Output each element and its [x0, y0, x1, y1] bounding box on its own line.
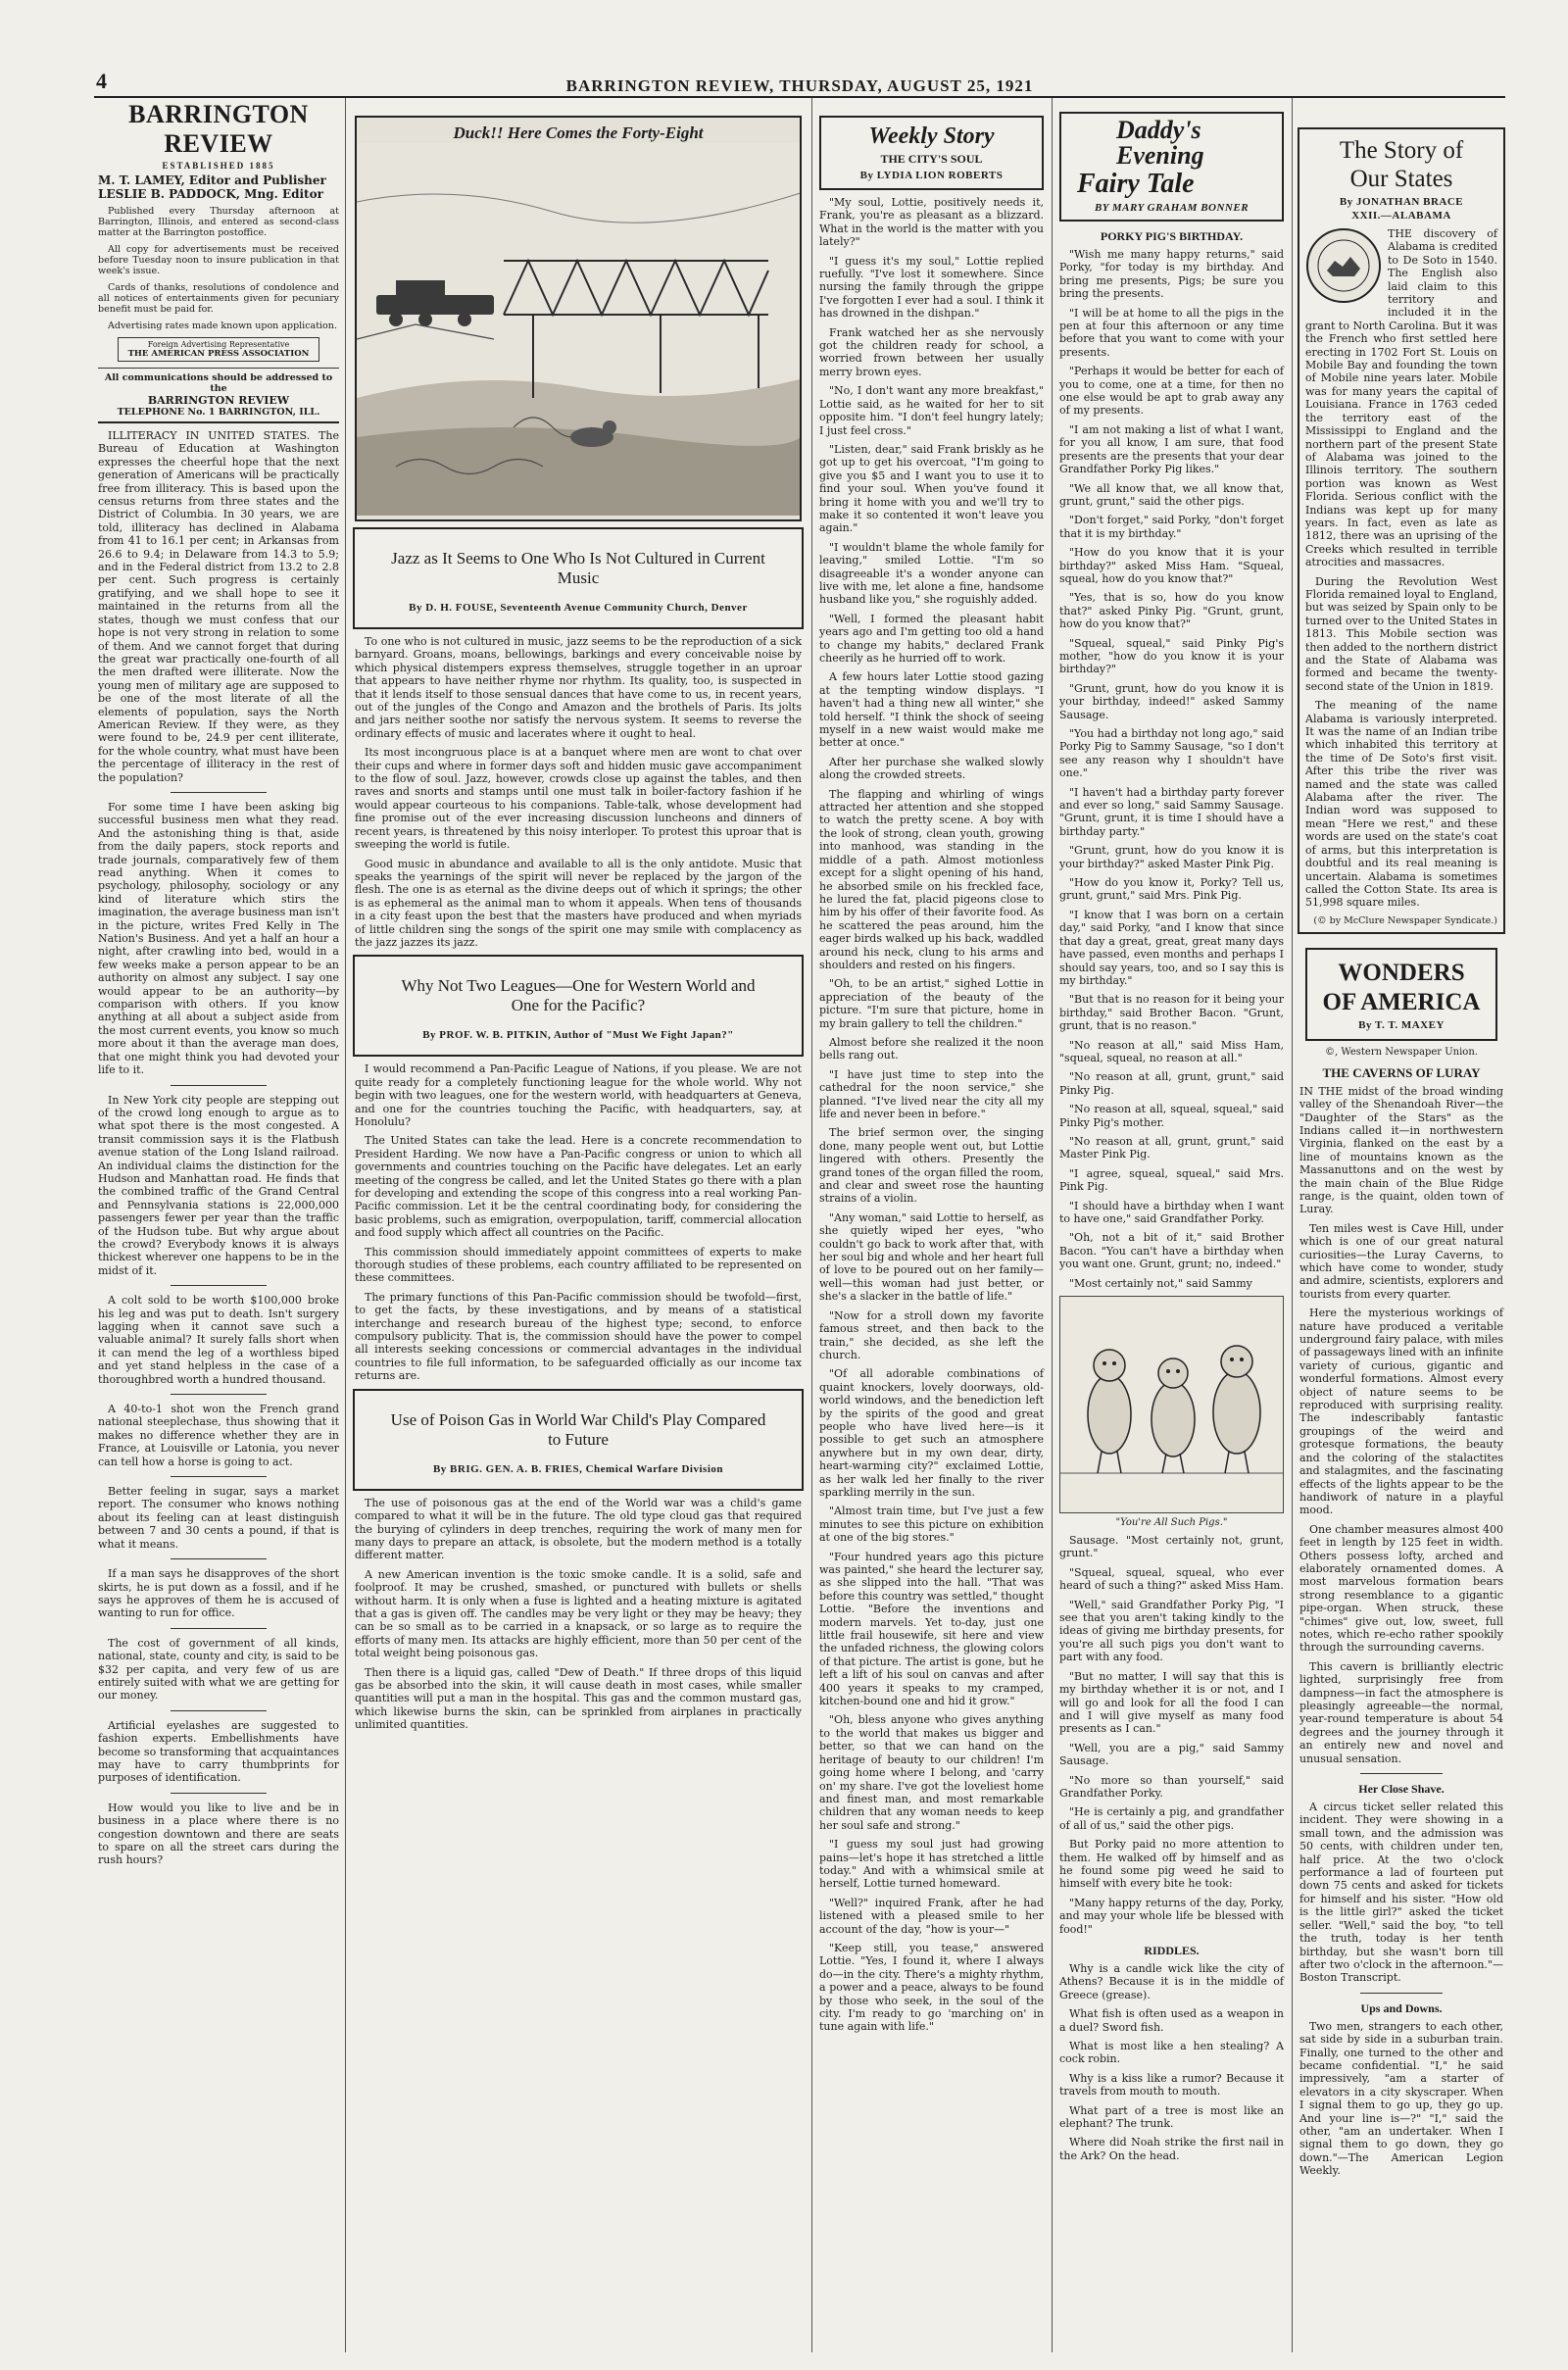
fairy-tale-paragraph: "But that is no reason for it being your birthday," said Brother Bacon. "Grunt, grunt, that is no reason." [1059, 993, 1284, 1033]
wonders-paragraph: IN THE midst of the broad winding valley of the Shenandoah River—the "Daughter of the Stars" as the Indians called it—in northwestern Virginia, flanked on the east by a line of mountains known as the Massanuttons and on the west by the main chain of the Blue Ridge range, is the quaint, olden town of Luray. [1299, 1084, 1503, 1216]
story-paragraph: "Keep still, you tease," answered Lottie. "Yes, I found it, where I always do—in the city. There's a mighty rhythm, a power and a peace, always to be found by those who seek, in the soul of the city. I'm ready to go 'marching on' in tune again with life." [819, 1941, 1044, 2034]
editorial-item: For some time I have been asking big successful business men what they read. And the astonishing thing is that, aside from the daily papers, stock reports and trade journals, comparatively few of them read anything. When it comes to psychology, philosophy, sociology or any kind of literature which stirs the imagination, the average business man isn't in the picture, writes Fred Kelly in The Nation's Business. And yet a half an hour a night, after crawling into bed, would in a few weeks make a person appear to be an authority on almost any subject. I say one would appear to be an authority—by comparison with others. If you know anything at all about a subject aside from the most current events, you know so much more about it than the average man does, that one might think you had devoted your life to it. [98, 800, 339, 1077]
story-paragraph: "Of all adorable combinations of quaint knockers, lovely doorways, old-world windows, and the benediction left by the spirits of the good and great people who have lived here—is it possible to get such an atmosphere anywhere but in my own dear, dirty, heart-warming city?" exclaimed Lottie, as her walk led her finally to the river sparkling merrily in the sun. [819, 1367, 1044, 1499]
moon-icon [1067, 122, 1112, 180]
story-paragraph: "I have just time to step into the cathedral for the noon service," she planned. "I've lived near the city all my life and never been in before." [819, 1067, 1044, 1120]
editorial-item: In New York city people are stepping out of the crowd long enough to argue as to what spot there is the most congested. A transit commission says it is the Flatbush avenue station of the Long Island railroad. An individual claims the distinction for the Hudson and Manhattan road. He finds that the combined traffic of the Grand Central and Pennsylvania stations is 22,000,000 passengers fewer per year than the traffic of the Hudson tube. But why argue about the crowd? Everybody knows it is always thickest wherever one happens to be in the midst of it. [98, 1093, 339, 1277]
running-head: BARRINGTON REVIEW, THURSDAY, AUGUST 25, 1921 [94, 76, 1505, 98]
wonders-title: WONDERS [1338, 959, 1465, 986]
fairy-tale-paragraph: "Well," said Grandfather Porky Pig, "I see that you aren't taking kindly to the ideas of giving me birthday presents, for you're all such pigs you don't want to part with any food. [1059, 1598, 1284, 1664]
divider [171, 1558, 267, 1559]
story-paragraph: The flapping and whirling of wings attracted her attention and she stopped to watch the pretty scene. A boy with the look of strong, clean youth, growing into manhood, was standing in the middle of a path. Almost motionless except for a slight opening of his hand, he absorbed smile on his freckled face, he lured the fat, placid pigeons close to him by his offer of their favorite food. As he scattered the peas around, him the eager birds walked up his back, waddled around his neck, clung to his arms and shoulders and rested on his fingers. [819, 787, 1044, 971]
wonders-byline: By T. T. MAXEY [1358, 1018, 1445, 1031]
article-paragraph: This commission should immediately appoint committees of experts to make thorough studies of these problems, each country affiliated to be represented on these committees. [355, 1245, 802, 1285]
weekly-story-subtitle: THE CITY'S SOUL [880, 152, 983, 166]
wonders-copyright: ©, Western Newspaper Union. [1325, 1046, 1478, 1058]
story-paragraph: "I guess my soul just had growing pains—let's hope it has stretched a little today." And with a whimsical smile at herself, Lottie turned homeward. [819, 1838, 1044, 1891]
editorial-item: How would you like to live and be in business in a place where there is no congestion downtown and there are seats to spare on all the street cars during the rush hours? [98, 1801, 339, 1867]
masthead-notice: All copy for advertisements must be received before Tuesday noon to insure publication in that week's issue. [98, 244, 339, 276]
riddle: Why is a candle wick like the city of Athens? Because it is in the middle of Greece (grease). [1059, 1962, 1284, 2001]
fairy-tale-paragraph: "Squeal, squeal, squeal, who ever heard of such a thing?" asked Miss Ham. [1059, 1565, 1284, 1593]
wonders-of-america [1305, 948, 1497, 1041]
fairy-tale-header [1059, 112, 1284, 222]
masthead-editor: M. T. LAMEY, Editor and Publisher [98, 173, 326, 187]
masthead-notice: Published every Thursday afternoon at Barrington, Illinois, and entered as second-class matter at the Barrington postoffice. [98, 206, 339, 238]
story-paragraph: "Well?" inquired Frank, after he had listened with a pleased smile to her account of the day, "how is your—" [819, 1896, 1044, 1936]
fairy-tale-paragraph: "Perhaps it would be better for each of you to come, one at a time, for then no one else would be apt to grab away any of my presents. [1059, 365, 1284, 418]
column-rule [811, 98, 812, 2352]
story-paragraph: "Now for a stroll down my favorite famous street, and then back to the train," she decided, as she left the church. [819, 1308, 1044, 1361]
fairy-tale-paragraph: "I am not making a list of what I want, for you all know, I am sure, that food presents are the presents that your dear Grandfather Porky Pig likes." [1059, 422, 1284, 476]
story-paragraph: Frank watched her as she nervously got the children ready for school, a worried frown between her usually merry brown eyes. [819, 325, 1044, 378]
masthead [98, 100, 339, 423]
masthead-notice: Cards of thanks, resolutions of condolence and all notices of entertainments given for pecuniary benefit must be paid for. [98, 282, 339, 315]
editorial-item: If a man says he disapproves of the short skirts, he is put down as a fossil, and if he says he approves of them he is accused of wanting to run for office. [98, 1567, 339, 1620]
fairy-tale-paragraph: "Yes, that is so, how do you know that?" asked Pinky Pig. "Grunt, grunt, how do you know that?" [1059, 591, 1284, 631]
column-rule [1292, 98, 1293, 2352]
story-paragraph: "I guess it's my soul," Lottie replied ruefully. "I've lost it somewhere. Since nursing the family through the grippe I've forgotten I ever had a soul. I think it has drowned in the dishpan." [819, 254, 1044, 321]
fairy-tale-paragraph: "No reason at all, grunt, grunt," said Master Pink Pig. [1059, 1134, 1284, 1161]
fairy-tale-paragraph: "No reason at all, grunt, grunt," said Pinky Pig. [1059, 1070, 1284, 1097]
article-byline: By BRIG. GEN. A. B. FRIES, Chemical Warfare Division [432, 1462, 724, 1475]
fairy-tale-paragraph: "I will be at home to all the pigs in the pen at four this afternoon or any time before that you want to come with your presents. [1059, 306, 1284, 359]
story-of-states [1298, 127, 1505, 934]
fairy-tale-paragraph: "You had a birthday not long ago," said Porky Pig to Sammy Sausage, "so I don't see any reason why I shouldn't have one." [1059, 727, 1284, 780]
telephone-line: TELEPHONE No. 1 BARRINGTON, ILL. [117, 407, 320, 418]
story-paragraph: "Oh, to be an artist," sighed Lottie in appreciation of the beauty of the picture. "I'm sure that picture, home in my brain gallery to tell the children." [819, 977, 1044, 1030]
short-heading: Ups and Downs. [1360, 2000, 1443, 2015]
article-paragraph: To one who is not cultured in music, jazz seems to be the reproduction of a sick barnyard. Groans, moans, bellowings, barkings and every conceivable noise by which physical distempers express themselves, struggle together in an uproar that appears to have neither rhyme nor rhythm. Its quality, too, is suspected in that it lends itself to those sensual dances that have come to us, in recent years, out of the jungles of the Congo and Amazon and the brothels of Paris. Its jolts and jars neither soothe nor satisfy the nervous system. It seems to reverse the ordinary effects of music and lacerates where it ought to heal. [355, 635, 802, 740]
divider [171, 1793, 267, 1794]
states-column [1296, 98, 1507, 2352]
states-paragraph: THE discovery of Alabama is credited to De Soto in 1540. The English also laid claim to this territory and included it in the grant to North Carolina. But it was the French who first settled here erecting in 1702 Fort St. Louis on Mobile Bay and founding the town of Mobile nine years later. Mobile was for many years the capital of Louisiana. France in 1763 ceded the territory east of the Mississippi to England and the northern part of the present State of Alabama was joined to the Illinois territory. The southern portion was known as West Florida. Serious conflict with the Indians was kept up for many years. In fact, even as late as 1812, there was an uprising of the Creeks which resulted in terrible atrocities and massacres. [1305, 227, 1497, 569]
cartoon [355, 116, 802, 521]
fairy-tale-title: Evening [1116, 141, 1204, 170]
weekly-story-byline: By LYDIA LION ROBERTS [859, 170, 1004, 181]
story-paragraph: "My soul, Lottie, positively needs it, Frank, you're as pleasant as a blizzard. What in the world is the matter with you lately?" [819, 196, 1044, 249]
fairy-tale-paragraph: "I agree, squeal, squeal," said Mrs. Pink Pig. [1059, 1166, 1284, 1194]
states-paragraph: The meaning of the name Alabama is variously interpreted. It was the name of an Indian tribe which inhabited this territory at the time of De Soto's first visit. After this tribe the river was named and the state was called Alabama after the river. The Indian word was supposed to mean "Here we rest," and these words are used on the state's coat of arms, but this interpretation is doubtful and its real meaning is uncertain. Alabama is sometimes called the Cotton State. Its area is 51,998 square miles. [1305, 699, 1497, 910]
pacific-article [353, 955, 804, 1057]
states-credit: (© by McClure Newspaper Syndicate.) [1313, 914, 1497, 926]
states-paragraph: During the Revolution West Florida remained loyal to England, but was seized by Spain only to be turned over to the United States in 1813. This Mobile section was then added to the northern district and the State of Alabama was formed and became the twenty-second state of the Union in 1819. [1305, 574, 1497, 693]
pigs-drawing [1060, 1297, 1283, 1512]
fairy-tale-paragraph: "He is certainly a pig, and grandfather of all of us," said the other pigs. [1059, 1805, 1284, 1832]
story-paragraph: "Oh, bless anyone who gives anything to the world that makes us bigger and better, so that we can hand on the heritage of beauty to our children! I'm going home where I belong, and 'carry on' my share. I've got the loveliest home and finest man, and most remarkable children that any woman needs to keep her soul safe and strong." [819, 1713, 1044, 1832]
article-headline: Why Not Two Leagues—One for Western World and One for the Pacific? [401, 976, 756, 1015]
fairy-tale-paragraph: "Oh, not a bit of it," said Brother Bacon. "You can't have a birthday when you want one. Grunt, grunt; no, indeed." [1059, 1231, 1284, 1271]
divider [171, 1628, 267, 1629]
fairy-tale-paragraph: "I should have a birthday when I want to have one," said Grandfather Porky. [1059, 1199, 1284, 1225]
wonders-heading: THE CAVERNS OF LURAY [1322, 1064, 1481, 1080]
story-paragraph: A few hours later Lottie stood gazing at the tempting window displays. "I haven't had a thing new all winter," she told herself. "I think the shock of seeing myself in a new waist would make me better at once." [819, 670, 1044, 750]
editorial-item: ILLITERACY IN UNITED STATES. The Bureau of Education at Washington expresses the cheerful hope that the next generation of Americans will be practically free from illiteracy. This is based upon the census returns from three states and the District of Columbia. In 30 years, we are told, illiteracy has declined in Alabama from 41 to 16.1 per cent; in Arkansas from 26.6 to 9.4; in Delaware from 14.3 to 5.9; and in the Federal district from 13.2 to 2.8 per cent. Such progress is certainly gratifying, and we shall hope to see it maintained in the returns from all the states, though we must confess that our hope is not very strong in relation to some of them. And we cannot forget that during the great war practically one-fourth of all the men drafted were illiterate. Now the young men of military age are supposed to be one of the most literate of all the elements of population, says the North American Review. If they were, as they were found to be, 24.9 per cent illiterate, for the whole country, what must have been the percentage of illiteracy in the rest of the population? [98, 429, 339, 784]
column-rule [345, 98, 346, 2352]
article-paragraph: The United States can take the lead. Here is a concrete recommendation to President Harding. We now have a Pan-Pacific congress or union to which all governments and countries touching on the Pacific have delegates. Let an early meeting of the congress be called, and let the United States go there with a plan for developing and extending the scope of this congress into a real working Pan-Pacific commission. Let it be the central coordinating body, for considering the basic problems, such as emigration, overpopulation, tariff, commercial allocation and food supply which affect all countries on the Pacific. [355, 1134, 802, 1240]
article-paragraph: The primary functions of this Pan-Pacific commission should be twofold—first, to get the facts, by these investigations, and by means of a statistical interchange and research bureau of the highest type; second, to enforce compulsory publicity. That is, the commission should have the power to compel all interests seeking concessions or commercial advantages in the individual countries to file full information, to be safeguarded officially as our income tax returns are. [355, 1290, 802, 1383]
jazz-article [353, 527, 804, 629]
article-headline: Use of Poison Gas in World War Child's Play Compared to Future [390, 1409, 766, 1449]
story-paragraph: "I wouldn't blame the whole family for leaving," smiled Lottie. "I'm so disagreeable it's a wonder anyone can live with me, let alone a fine, handsome husband like you," she roguishly added. [819, 540, 1044, 607]
fairy-tale-paragraph: "Most certainly not," said Sammy [1069, 1276, 1252, 1290]
fairy-tale-paragraph: "Grunt, grunt, how do you know it is your birthday?" asked Master Pink Pig. [1059, 844, 1284, 870]
story-paragraph: After her purchase she walked slowly along the crowded streets. [819, 755, 1044, 782]
story-paragraph: "Well, I formed the pleasant habit years ago and I'm getting too old a hand to change my habits," declared Frank cheerily as he hurried off to work. [819, 612, 1044, 665]
story-paragraph: "Almost train time, but I've just a few minutes to see this picture on exhibition at one of the big stores." [819, 1505, 1044, 1545]
editorial-item: Artificial eyelashes are suggested to fashion experts. Embellishments have become so transforming that acquaintances may have to carry thumbprints for purposes of identification. [98, 1718, 339, 1785]
fairy-tale-paragraph: "We all know that, we all know that, grunt, grunt," said the other pigs. [1059, 481, 1284, 508]
rep-line: THE AMERICAN PRESS ASSOCIATION [127, 349, 310, 359]
fairy-tale-byline: BY MARY GRAHAM BONNER [1094, 202, 1250, 214]
illustration-caption: "You're All Such Pigs." [1115, 1517, 1228, 1529]
riddle: What is most like a hen stealing? A cock robin. [1059, 2040, 1284, 2066]
pigs-illustration [1059, 1296, 1284, 1513]
masthead-notice: Advertising rates made known upon application. [108, 321, 337, 331]
weekly-story-title: Weekly Story [868, 123, 995, 149]
editorial-column [98, 98, 339, 2352]
alabama-seal [1305, 227, 1382, 304]
fairy-tale-paragraph: "No reason at all, squeal, squeal," said Pinky Pig's mother. [1059, 1103, 1284, 1129]
masthead-title: BARRINGTON REVIEW [128, 100, 309, 158]
fairy-tale-title: Fairy Tale [1077, 169, 1195, 199]
divider [171, 1710, 267, 1711]
cartoon-drawing [357, 143, 802, 516]
divider [1360, 1993, 1442, 1994]
fairy-tale-paragraph: "I haven't had a birthday party forever and ever so long," said Sammy Sausage. "Grunt, grunt, it is time I should have a birthday party." [1059, 785, 1284, 838]
fairy-tale-paragraph: "Squeal, squeal," said Pinky Pig's mother, "how do you know it is your birthday?" [1059, 636, 1284, 676]
divider [171, 792, 267, 793]
fairy-tale-paragraph: "I know that I was born on a certain day," said Porky, "and I know that since that day a great, great, great many days have passed, even months and perhaps I should say years, too, and so I say this is my birthday." [1059, 908, 1284, 987]
article-headline: Jazz as It Seems to One Who Is Not Cultured in Current Music [391, 549, 765, 587]
fairy-tale-story-title: PORKY PIG'S BIRTHDAY. [1100, 229, 1244, 243]
fairy-tale-paragraph: "Well, you are a pig," said Sammy Sausage. [1059, 1741, 1284, 1768]
fairy-tale-column [1055, 98, 1288, 2352]
address-line: All communications should be addressed to the [104, 372, 333, 394]
fairy-tale-paragraph: "How do you know it, Porky? Tell us, grunt, grunt," said Mrs. Pink Pig. [1059, 876, 1284, 903]
editorial-item: Better feeling in sugar, says a market report. The consumer who knows nothing about its feeling can at least distinguish between 7 and 30 cents a pound, if that is what it means. [98, 1485, 339, 1551]
fairy-tale-paragraph: "No reason at all," said Miss Ham, "squeal, squeal, no reason at all." [1059, 1038, 1284, 1064]
fairy-tale-paragraph: "Many happy returns of the day, Porky, and may your whole life be blessed with food!" [1059, 1896, 1284, 1936]
riddle: Why is a kiss like a rumor? Because it travels from mouth to mouth. [1059, 2071, 1284, 2098]
masthead-manager: LESLIE B. PADDOCK, Mng. Editor [98, 187, 323, 201]
article-paragraph: Good music in abundance and available to all is the only antidote. Music that speaks the yearnings of the spirit will never be replaced by the jargon of the flesh. The one is as eternal as the divine deeps out of which it springs; the other is as ephemeral as the animal man to whom it appeals. When tens of thousands in a city feast upon the best that the masters have produced and when myriads of little children sing the songs of the spirit one may smile with complacency as the jazz jazzes its jazz. [355, 857, 802, 949]
states-title: The Story of [1339, 137, 1464, 164]
fairy-tale-title: Daddy's [1116, 116, 1201, 144]
cartoon-title: Duck!! Here Comes the Forty-Eight [453, 123, 704, 142]
article-paragraph: I would recommend a Pan-Pacific League of Nations, if you please. We are not quite ready for a completely functioning league for the whole world. Why not begin with two leagues, one for the western world, with headquarters at Geneva, and one for the countries touching the Pacific, with headquarters, say, at Honolulu? [355, 1062, 802, 1128]
short-item: A circus ticket seller related this incident. They were showing in a small town, and the admission was 50 cents, with children under ten, half price. At the two o'clock performance a lad of fourteen put down 75 cents and asked for tickets for himself and his sister. "How old is the little girl?" asked the ticket seller. "Well," said the boy, "to tell the truth, today is her tenth birthday, but she wasn't born till after two o'clock in the afternoon."—Boston Transcript. [1299, 1801, 1503, 1985]
fairy-tale-paragraph: "No more so than yourself," said Grandfather Porky. [1059, 1773, 1284, 1800]
fairy-tale-paragraph: "Wish me many happy returns," said Porky, "for today is my birthday. And bring me presents, Pigs; be sure you bring the presents. [1059, 248, 1284, 301]
states-title: Our States [1349, 166, 1453, 192]
divider [171, 1085, 267, 1086]
riddles-heading: RIDDLES. [1144, 1944, 1200, 1957]
wonders-title: OF AMERICA [1322, 988, 1481, 1015]
riddle: What part of a tree is most like an elephant? The trunk. [1059, 2103, 1284, 2131]
article-byline: By PROF. W. B. PITKIN, Author of "Must We Fight Japan?" [422, 1029, 734, 1042]
fairy-tale-paragraph: Sausage. "Most certainly not, grunt, grunt." [1059, 1534, 1284, 1560]
divider [1360, 1773, 1442, 1774]
fairy-tale-paragraph: "Don't forget," said Porky, "don't forget that it is my birthday." [1059, 514, 1284, 540]
wonders-paragraph: This cavern is brilliantly electric lighted, surprisingly free from dampness—in fact the atmosphere is pleasingly agreeable—the normal, year-round temperature is about 54 degrees and the journey through it an entirely new and novel and unusual sensation. [1299, 1659, 1503, 1765]
divider [171, 1476, 267, 1477]
page-number: 4 [96, 69, 107, 93]
story-paragraph: "Any woman," said Lottie to herself, as she quietly wiped her eyes, "who couldn't go back to work after that, with her soul big and whole and her heart full of love to be poured out on her family—well—this woman had just better, or she's a slacker in the battle of life." [819, 1210, 1044, 1304]
poison-gas-article [353, 1389, 804, 1491]
rep-line: Foreign Advertising Representative [147, 340, 290, 349]
states-byline: By JONATHAN BRACE [1339, 196, 1464, 208]
column-rule [1052, 98, 1053, 2352]
story-paragraph: "Listen, dear," said Frank briskly as he got up to get his overcoat, "I'm going to give you $5 and I want you to use it to find your soul. When you've found it bring it home with you and we'll try to make it so contented it won't leave you again." [819, 442, 1044, 535]
story-paragraph: "No, I don't want any more breakfast," Lottie said, as he waited for her to sit opposite him. "I don't feel hungry lately; I just feel cross." [819, 384, 1044, 437]
press-association-box [118, 337, 319, 362]
article-byline: By D. H. FOUSE, Seventeenth Avenue Community Church, Denver [409, 602, 748, 614]
wonders-paragraph: One chamber measures almost 400 feet in length by 125 feet in width. Others possess lofty, arched and elaborately ornamented domes. A most marvelous formation bears strong resemblance to a gigantic pipe-organ. When struck, these "chimes" give out, low, sweet, full notes, which re-echo rather spookily through the surrounding caverns. [1299, 1522, 1503, 1654]
editorial-item: The cost of government of all kinds, national, state, county and city, is said to be $32 per capita, and very few of us are entirely suited with what we are getting for our money. [98, 1636, 339, 1703]
editorial-item: A 40-to-1 shot won the French grand national steeplechase, thus showing that it makes no difference whether they are in France, at Louisville or Latonia, you never can tell how a horse is going to act. [98, 1403, 339, 1468]
story-paragraph: "Four hundred years ago this picture was painted," she heard the lecturer say, as she slipped into the hall. "That was before this country was settled," thought Lottie. "Before the inventions and modern marvels. Yet to-day, just one little frail housewife, sit here and view the unfaded richness, the glowing colors of that picture. The artist is gone, but he left a lift of his soul on canvas and after 400 years it speaks to my cramped, kitchen-bound one and hid it grow." [819, 1550, 1045, 1708]
story-paragraph: The brief sermon over, the singing done, many people went out, but Lottie lingered with others. Presently the grand tones of the organ filled the room, and clear and sweet rose the haunting strains of a violin. [819, 1126, 1044, 1206]
address-line: BARRINGTON REVIEW [147, 394, 290, 407]
article-paragraph: The use of poisonous gas at the end of the World war was a child's game compared to what it will be in the future. The old type cloud gas that required the burying of cylinders in deep trenches, requiring the work of many men for many days to prepare an attack, is obsolete, but the modern method is a totally different matter. [355, 1496, 802, 1562]
article-paragraph: A new American invention is the toxic smoke candle. It is a solid, safe and foolproof. It may be crushed, smashed, or punctured with bullets or shells without harm. It is only when a fuse is lighted and a heating mixture is agitated that a gas is given off. The candles may be very light or they may be heavy; they can be so small as to be carried in a knapsack, or so large as to require the efforts of many men. Its attacks are highly efficient, more than 50 per cent of the total weight being poisonous gas. [355, 1567, 802, 1660]
short-heading: Her Close Shave. [1358, 1782, 1445, 1797]
fairy-tale-paragraph: "Grunt, grunt, how do you know it is your birthday, indeed!" asked Sammy Sausage. [1059, 681, 1284, 721]
divider [171, 1394, 267, 1395]
fairy-tale-paragraph: "But no matter, I will say that this is my birthday whether it is or not, and I will go and look for all the food I can and I will give myself as many food presents as I can." [1059, 1669, 1284, 1736]
wonders-paragraph: Ten miles west is Cave Hill, under which is one of our great natural curiosities—the Luray Caverns, to which have come to wonder, study and admire, scientists, explorers and tourists from every quarter. [1299, 1221, 1503, 1301]
riddle: What fish is often used as a weapon in a duel? Sword fish. [1059, 2007, 1284, 2034]
masthead-established: ESTABLISHED 1885 [162, 161, 275, 171]
features-column [349, 98, 808, 2352]
divider [171, 1285, 267, 1286]
fairy-tale-paragraph: But Porky paid no more attention to them. He walked off by himself and as he found some pig weed he said to himself with every bite he took: [1059, 1838, 1284, 1891]
states-chapter: XXII.—ALABAMA [1351, 210, 1451, 222]
riddle: Where did Noah strike the first nail in the Ark? On the head. [1059, 2136, 1284, 2162]
article-paragraph: Its most incongruous place is at a banquet where men are wont to chat over their cups and where in former days soft and hidden music gave accompaniment to the flow of soul. Jazz, however, crowds close up against the tables, and then raves and snorts and stamps until one must talk in boiler-factory fashion if he would appear courteous to his companions. Table-talk, whose development had fine promise out of the ever increasing discussion luncheons and dinners of recent years, is threatened by this noisy interloper. To protest this uproar that is sweeping the world is futile. [355, 746, 802, 852]
weekly-story-column [815, 98, 1048, 2352]
editorial-item: A colt sold to be worth $100,000 broke his leg and was put to death. Isn't surgery lagging when it cannot save such a valuable animal? It surely falls short when it can mend the leg of a worthless biped and yet stand helpless in the case of a thoroughbred worth a hundred thousand. [98, 1294, 339, 1386]
wonders-paragraph: Here the mysterious workings of nature have produced a veritable underground fairy palace, with miles of passageways lined with an infinite variety of curious, gigantic and wonderful formations. Almost every object of nature seems to be reproduced with surprising reality. The indescribably fantastic groupings of the weird and grotesque formations, the beauty and the coloring of the stalactites and stalagmites, and the fascinating effects of the lights appear to be the handiwork of nature in a playful mood. [1299, 1307, 1503, 1517]
story-paragraph: Almost before she realized it the noon bells rang out. [819, 1035, 1044, 1062]
article-paragraph: Then there is a liquid gas, called "Dew of Death." If three drops of this liquid gas be absorbed into the skin, it will cause death in most cases, while smaller quantities will put a man in the hospital. This gas and the common mustard gas, which likewise burns the skin, can be sprinkled from airplanes in practically unlimited quantities. [355, 1665, 802, 1732]
fairy-tale-paragraph: "How do you know that it is your birthday?" asked Miss Ham. "Squeal, squeal, how do you know that?" [1059, 546, 1284, 585]
short-item: Two men, strangers to each other, sat side by side in a suburban train. Finally, one turned to the other and became confidential. "I," he said impressively, "am a starter of elevators in a city skyscraper. When I signal them to go up, they go up. And your line is—?" "I," said the other, "am an undertaker. When I signal them to go down, they go down."—The American Legion Weekly. [1299, 2019, 1503, 2178]
weekly-story-header [819, 116, 1044, 190]
